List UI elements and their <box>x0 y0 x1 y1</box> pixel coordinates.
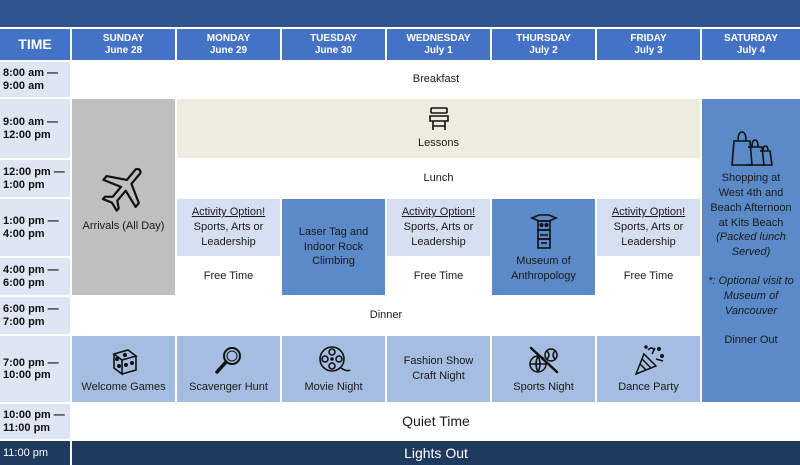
dance-party-label: Dance Party <box>618 380 679 393</box>
activity-line: Indoor Rock <box>303 240 364 253</box>
top-band <box>0 0 800 27</box>
free-time-label: Free Time <box>623 270 674 283</box>
day-name: TUESDAY <box>310 33 357 44</box>
magnifier-icon <box>213 344 245 376</box>
party-popper-icon <box>632 344 666 376</box>
lunch-cell <box>177 160 700 197</box>
activity-option-cell <box>597 199 700 256</box>
dice-icon <box>108 344 140 376</box>
sports-balls-icon <box>527 344 561 376</box>
activity-option-label: Activity Option! <box>401 206 476 219</box>
time-start: 6:00 pm — <box>3 303 59 316</box>
lights-out-label: Lights Out <box>404 444 468 461</box>
arrivals-label: Arrivals (All Day) <box>82 219 165 232</box>
time-end: 12:00 pm <box>3 128 51 141</box>
activity-option-cell <box>387 199 490 256</box>
day-header-tuesday <box>282 29 385 60</box>
saturday-line: at Kits Beach <box>718 216 784 229</box>
day-name: SATURDAY <box>724 33 778 44</box>
day-header-friday <box>597 29 700 60</box>
activity-line: Sports, Arts or <box>193 221 264 234</box>
day-date: June 30 <box>314 44 353 56</box>
lights-out-cell <box>72 441 800 465</box>
activity-option-label: Activity Option! <box>611 206 686 219</box>
free-time-label: Free Time <box>203 270 254 283</box>
time-start: 9:00 am — <box>3 116 59 129</box>
time-end: 4:00 pm <box>3 227 45 240</box>
time-slot <box>0 441 70 465</box>
activity-option-cell <box>177 199 280 256</box>
day-date: July 3 <box>634 44 663 56</box>
school-desk-icon <box>426 106 452 132</box>
saturday-note: Vancouver <box>724 304 778 317</box>
time-end: 10:00 pm <box>3 369 51 381</box>
sports-night-label: Sports Night <box>513 380 574 393</box>
day-date: June 29 <box>209 44 248 56</box>
day-name: MONDAY <box>206 33 251 44</box>
lessons-cell <box>177 99 700 158</box>
time-start: 10:00 pm — <box>3 409 65 422</box>
day-name: SUNDAY <box>102 33 145 44</box>
activity-line: Leadership <box>621 235 676 248</box>
time-start: 1:00 pm — <box>3 215 59 228</box>
saturday-note: *: Optional visit to <box>708 275 794 288</box>
quiet-time-cell <box>72 404 800 439</box>
time-slot <box>0 258 70 295</box>
fashion-line: Craft Night <box>412 370 465 382</box>
welcome-games-cell <box>72 336 175 402</box>
welcome-games-label: Welcome Games <box>81 380 166 393</box>
saturday-note: Served) <box>731 246 771 259</box>
day-header-sunday <box>72 29 175 60</box>
lunch-label: Lunch <box>423 172 454 185</box>
dinner-cell <box>72 297 700 334</box>
time-end: 9:00 am <box>3 79 44 92</box>
dance-party-cell <box>597 336 700 402</box>
time-slot <box>0 404 70 439</box>
day-name: WEDNESDAY <box>406 33 471 44</box>
time-end: 6:00 pm <box>3 276 45 289</box>
museum-line: Anthropology <box>511 270 576 282</box>
activity-line: Climbing <box>312 255 355 268</box>
activity-line: Leadership <box>411 235 466 248</box>
day-header-wednesday <box>387 29 490 60</box>
free-time-label: Free Time <box>413 270 464 283</box>
day-date: July 1 <box>424 44 453 56</box>
day-header-monday <box>177 29 280 60</box>
museum-anthropology-cell <box>492 199 595 295</box>
saturday-line: West 4th and <box>718 186 784 199</box>
time-slot <box>0 160 70 197</box>
activity-line: Leadership <box>201 235 256 248</box>
saturday-note: Museum of <box>723 289 779 302</box>
day-name: THURSDAY <box>516 33 571 44</box>
dinner-label: Dinner <box>369 309 403 322</box>
time-end: 7:00 pm <box>3 315 45 328</box>
time-slot <box>0 297 70 334</box>
film-reel-icon <box>317 344 351 376</box>
fashion-show-cell <box>387 336 490 402</box>
shopping-bags-icon <box>728 127 774 167</box>
saturday-line: Beach Afternoon <box>710 201 792 214</box>
saturday-cell <box>702 99 800 402</box>
activity-option-label: Activity Option! <box>191 206 266 219</box>
lessons-label: Lessons <box>418 137 459 150</box>
totem-pole-icon <box>529 210 559 250</box>
time-slot <box>0 336 70 402</box>
time-start: 7:00 pm — <box>3 356 59 369</box>
movie-night-cell <box>282 336 385 402</box>
day-date: June 28 <box>104 44 143 56</box>
sports-night-cell <box>492 336 595 402</box>
time-start: 4:00 pm — <box>3 264 59 277</box>
scavenger-hunt-label: Scavenger Hunt <box>189 380 268 393</box>
time-start: 8:00 am — <box>3 67 59 80</box>
laser-tag-cell <box>282 199 385 295</box>
quiet-time-label: Quiet Time <box>402 413 470 430</box>
time-end: 1:00 pm <box>3 178 45 191</box>
activity-line: Laser Tag and <box>298 225 369 238</box>
airplane-icon <box>97 161 151 215</box>
day-date: July 2 <box>529 44 558 56</box>
museum-line: Museum of <box>516 255 571 268</box>
time-end: 11:00 pm <box>3 421 51 434</box>
time-header-label: TIME <box>18 36 52 53</box>
time-header <box>0 29 70 60</box>
time-start: 11:00 pm <box>3 446 49 459</box>
breakfast-cell <box>72 62 800 97</box>
movie-night-label: Movie Night <box>304 380 363 393</box>
time-slot <box>0 62 70 97</box>
day-date: July 4 <box>736 44 766 56</box>
activity-line: Sports, Arts or <box>403 221 474 234</box>
fashion-line: Fashion Show <box>403 355 474 368</box>
day-header-thursday <box>492 29 595 60</box>
dinner-out-label: Dinner Out <box>724 333 778 346</box>
saturday-line: Shopping at <box>721 172 781 184</box>
free-time-cell <box>177 258 280 295</box>
scavenger-hunt-cell <box>177 336 280 402</box>
saturday-note: (Packed lunch <box>716 231 786 244</box>
time-slot <box>0 99 70 158</box>
arrivals-cell <box>72 99 175 295</box>
free-time-cell <box>597 258 700 295</box>
breakfast-label: Breakfast <box>412 73 460 86</box>
free-time-cell <box>387 258 490 295</box>
day-name: FRIDAY <box>630 33 667 44</box>
day-header-saturday <box>702 29 800 60</box>
time-start: 12:00 pm — <box>3 166 65 179</box>
time-slot <box>0 199 70 256</box>
activity-line: Sports, Arts or <box>613 221 684 234</box>
